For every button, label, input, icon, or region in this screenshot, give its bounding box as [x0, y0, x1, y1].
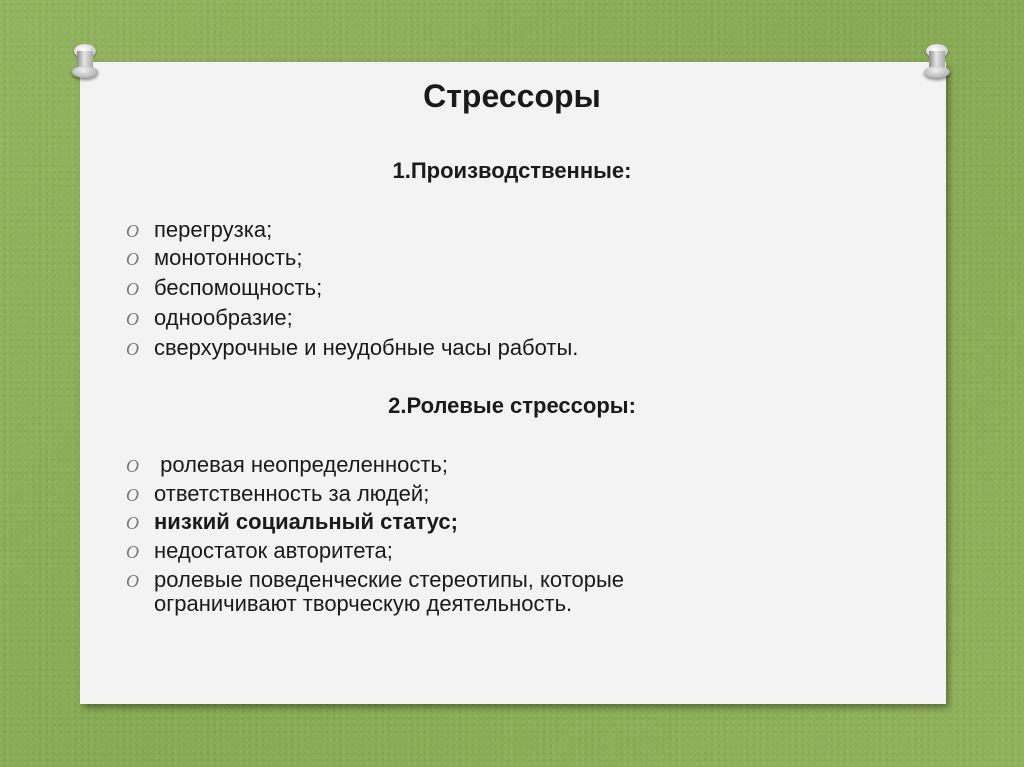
pushpin-icon: [72, 44, 98, 80]
bullet-icon: O: [126, 513, 139, 533]
bullet-icon: O: [126, 571, 139, 591]
slide-title: Стрессоры: [423, 78, 601, 114]
bullet-icon: O: [126, 309, 139, 329]
bullet-icon: O: [126, 221, 139, 241]
bullet-icon: O: [126, 456, 139, 476]
bullet-icon: O: [126, 249, 139, 269]
pushpin-icon: [924, 44, 950, 80]
bullet-icon: O: [126, 542, 139, 562]
bullet-icon: O: [126, 485, 139, 505]
bullet-icon: O: [126, 279, 139, 299]
section-heading-production: 1.Производственные:: [392, 158, 632, 183]
section-heading-roles: 2.Ролевые стрессоры:: [388, 393, 636, 418]
bullet-icon: O: [126, 339, 139, 359]
